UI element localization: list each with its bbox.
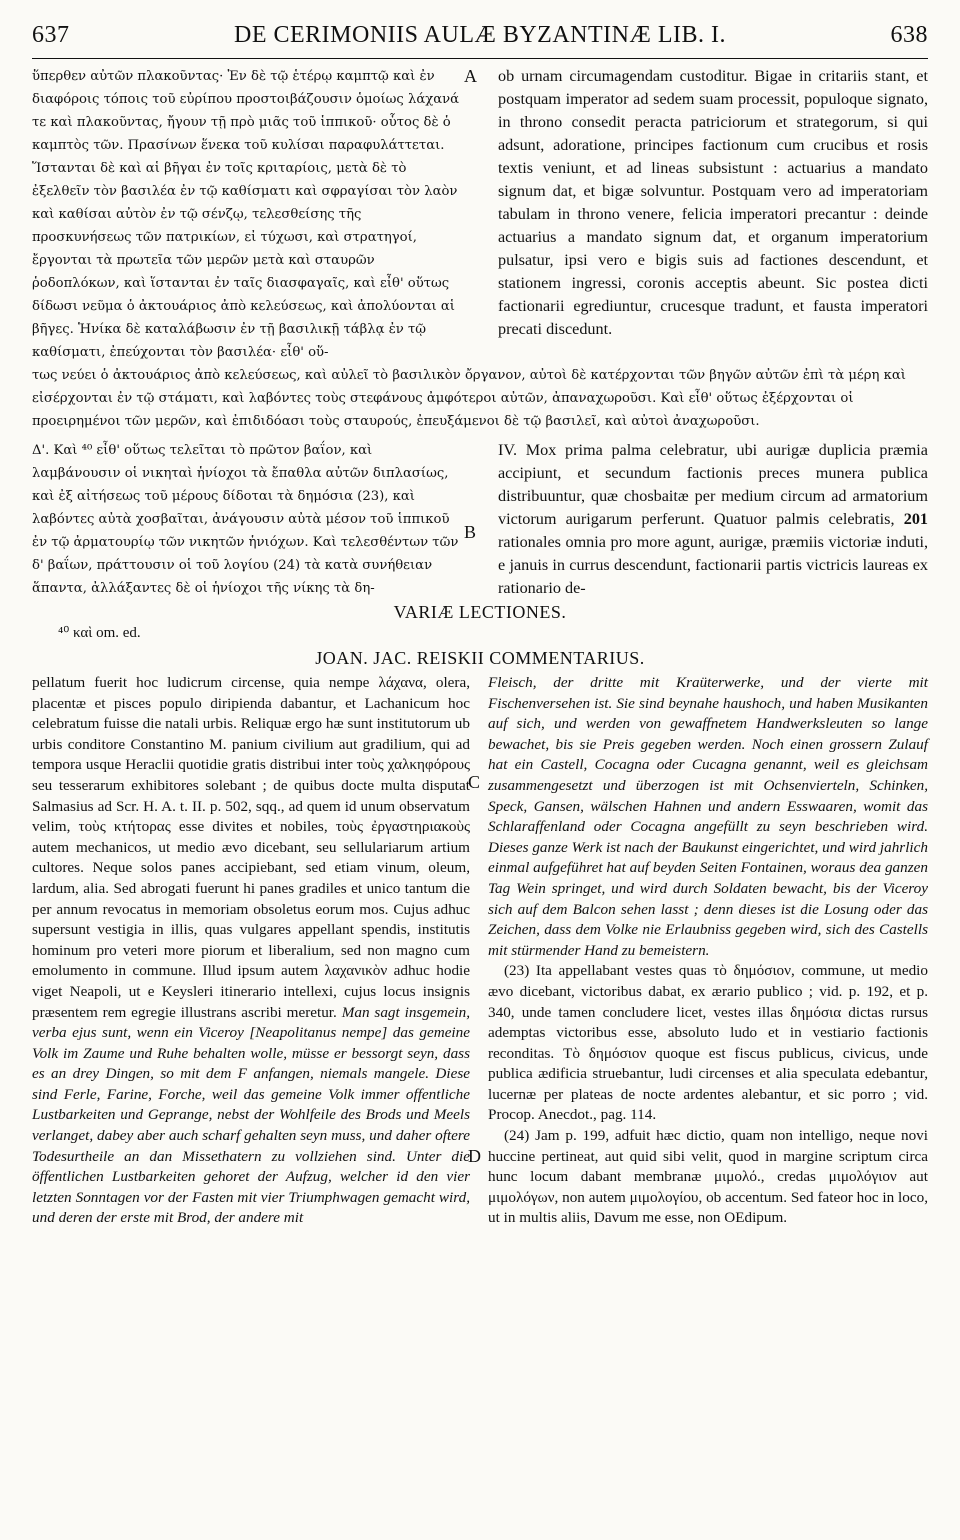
variant-note-40: ⁴⁰ καὶ om. ed. [58,625,141,641]
commentary-left-column [32,673,470,1229]
commentary-left-german-quote: Man sagt insgemein, verba ejus sunt, wenn ein Viceroy [Neapolitanus nempe] das gemeine Volk im Zaume und Ruhe behalten wolle, müsse er bessorgt seyn, dass es an drey Dingen, so mit dem F anfangen, niemals mangele. Diese sind Ferle, Farine, Forche, weil das gemeine Volk immer offentliche Lustbarkeiten und Geprange, nebst der Wohlfeile des Brods und Meels verlanget, dabey aber auch scharf gehalten seyn muss, und daher oftere Todesurtheile an dan Missethatern zu vollziehen sind. Unter die öffentlichen Lustbarkeiten gehoret der Aufzug, welcher id den vier letzten Sonntagen vor der Fasten mit vier Triumphwagen gemacht wird, und deren der erste mit Brod, der andere mit [32,1003,470,1227]
running-title: DE CERIMONIIS AULÆ BYZANTINÆ LIB. I. [234,22,726,48]
margin-letter-b: B [464,522,477,542]
margin-letter-c: C [468,772,481,792]
latin-section-four-part1: IV. Mox prima palma celebratur, ubi aurigæ duplicia præmia accipiunt, et secundum factionis preces munera publica distribuuntur, quæ chosbaitæ per medium circum ad armatorium victorum aurigarum perferunt. Quatuor palmis celebratis, [498,441,928,528]
margin-letter-d: D [468,1146,481,1166]
latin-section-four-part2: rationales omnia pro more agunt, aurigæ, præmiis victoriæ induti, e januis in currus descendunt, factionarii partis victricis laureas ex rationario de- [498,533,928,597]
greek-column-top: ὕπερθεν αὐτῶν πλακοῦντας· Ἐν δὲ τῷ ἑτέρῳ καμπτῷ καὶ ἐν διαφόροις τόποις τοῦ εὐρίπου προστοιβάζουσιν ὁμοίως λάχανά τε καὶ πλακοῦντας, ἤγουν τῇ πρὸ μιᾶς τοῦ ἱππικοῦ· οὗτος δὲ ὁ καμπτὸς τῶν. Πρασίνων ἕνεκα τοῦ κυλίσαι παραφυλάττεται. Ἵστανται δὲ καὶ αἱ βῆγαι ἐν τοῖς κριταρίοις, μετὰ δὲ τὸ ἐξελθεῖν τὸν βασιλέα ἐν τῷ καθίσματι καὶ σφραγίσαι τὸν λαὸν καὶ καθίσαι αὐτὸν ἐν τῷ σένζῳ, τελεσθείσης τῆς προσκυνήσεως τῶν πατρικίων, εἰ τύχωσι, καὶ στρατηγοί, ἔργονται τὰ πρωτεῖα τῶν μερῶν μετὰ καὶ σταυρῶν ῥοδοπλόκων, καὶ ἵστανται ἐν ταῖς διασφαγαῖς, καὶ εἶθ' οὕτως δίδωσι νεῦμα ὁ ἀκτουάριος ἀπὸ κελεύσεως, καὶ ἀπολύονται αἱ βῆγες. Ἡνίκα δὲ καταλάβωσιν ἐν τῇ βασιλικῇ τάβλᾳ ἐν τῷ καθίσματι, ἐπεύχονται τὸν βασιλέα· εἶθ' οὕ- [32,69,460,360]
variae-lectiones-heading: VARIÆ LECTIONES. [393,602,567,622]
commentary-right-german-quote: Fleisch, der dritte mit Kraüterwerke, und der vierte mit Fischenversehen ist. Sie sind beynahe haushoch, und haben Musikanten auf sich, und werden von gewaffnetem Handwerksleuten so lange bewachet, bis sie Preis gegeben werden. Noch einen grossern Zulauf hat ein Castell, Cocagna oder Cucagna genannt, weil es gleichsam zusammengesetzt und überzogen ist mit Ochsenvierteln, Schinken, Speck, Gansen, wälschen Hahnen und andern Esswaaren, womit das Schlaraffenland oder Cocagna angefüllt zu seyn beschrieben wird. Dieses ganze Werk ist nach der Baukunst eingerichtet, und wird jahrlich einmal aufgeführet hat auf beyden Seiten Fontainen, woraus dea ganzen Tag Wein springet, und wird durch Soldaten bewacht, bis der Viceroy sich auf dem Balcon sehen lasst ; denn dieses ist die Losung oder das Zeichen, dass dem Volke nie Erlaubniss gegeben wird, sich des Castells mit stürmender Hand zu bemeistern. [488,674,928,959]
latin-column-top: ob urnam circumagendam custoditur. Bigae in critariis stant, et postquam imperator ad sedem suam processit, populoque signato, in throno consedit peracta patriciorum et strategorum, si qui adsunt, adoratione, principes factionum cum crucibus et rosis textis veniunt, et ad lineas subsistunt : actuarius a mandato signum dat, et bigæ solvuntur. Postquam vero ad imperatoriam tabulam in throno venere, felicia imperatori precantur : deinde actuarius a mandato signum dat, et organum imperatorium pulsatur, ipsi vero e bigis suis ad factiones descendunt, et stationem ingressi, coronis acceptis abeunt. Sic postea dicti factionarii egrediuntur, crucesque tradunt, et fausta imperatori precati discedunt. [498,67,928,338]
commentary-right-column [488,673,928,1229]
running-header [32,22,928,58]
footnote-23: (23) Ita appellabant vestes quas τὸ δημόσιον, commune, ut medio ævo dicebant, victoribus dabat, ex ærario publico ; vid. p. 192, et p. 340, unde tamen concludere licet, vestes illas δημόσια dictas rursus ademptas victoribus esse, absoluto ludo et in vestiario factionis reconditas. Τὸ δημόσιον quoque est fiscus publicus, civicus, unde publica ædificia struebantur, ludi circenses et alia speculata edebantur, lucernæ per plateas de nocte ardentes alebantur, et sic porro ; vid. Procop. Anecdot., pag. 114. [488,962,928,1124]
page-number-right: 638 [890,22,928,48]
footnote-24: (24) Jam p. 199, adfuit hæc dictio, quam non intelligo, neque novi huccine pertineat, aut quid sibi velit, quod in margine scriptum circa hunc locum dabant membranæ μιμολό., credas μιμολόγιον aut μιμολόγων, non autem μιμολογίου, ob accentum. Sed fateor hoc in loco, ut in multis aliis, Davum me esse, non OEdipum. [488,1127,928,1227]
commentary-heading: JOAN. JAC. REISKII COMMENTARIUS. [315,648,645,668]
commentary-left-latin: pellatum fuerit hoc ludicrum circense, quia nempe λάχανα, olera, placentæ et pisces populo diripienda dabantur, et Lachanicum hoc celebratum fuisse die natali urbis. Reliquæ ergo hæ sunt institutorum ub urbis conditore Constantino M. panium civilium aut gradilium, qui ad tempora usque Heraclii quotidie gratis distribui inter τοὺς χαλκηφόρους seu tesserarum exhibitores solebant ; de quibus docte multa disputat Salmasius ad Scr. H. A. t. II. p. 502, sqq., ad quem id unum observatum velim, τοὺς κτήτορας esse divites et nobiles, τοὺς ἐργαστηριακοὺς autem mechanicos, ut medio ævo dicebant, seu sellulariarum artium cultores. Neque solos panes accipiebant, sed etiam vinum, oleum, lardum, alia. Sed abrogati fuerunt hi panes gradiles et unico tantum die per annum revocatus in memoriam obsoletus eorum mos. Cujus adhuc supersunt vestigia in illis, quas vulgares appellant spendis, institutis hominum pro veteri more piorum et liberalium, sed non magno cum emolumento in commune. Illud ipsum autem λαχανικὸν adhuc hodie viget Neapoli, ut e Keysleri itinerario intellexi, cujus locus insignis præsentem rem egregie illustrans ascribi meretur. [32,674,470,1021]
header-rule [32,58,928,59]
margin-letter-a: A [464,66,477,86]
full-width-greek: τως νεύει ὁ ἀκτουάριος ἀπὸ κελεύσεως, καὶ αὐλεῖ τὸ βασιλικὸν ὄργανον, αὐτοὶ δὲ κατέρχονται τῶν βηγῶν αὐτῶν ἐπὶ τὰ μέρη καὶ εἰσέρχονται ἐν τῷ στάματι, καὶ λαβόντες τοὺς στεφάνους ἀμφότεροι αὐτῶν, ἀπαναχωροῦσι. Καὶ εἶθ' οὕτως ἐξέρχονται οἱ προειρημένοι τῶν μερῶν, καὶ ἐπιδιδόασι τοὺς σταυρούς, ἐπευξάμενοι δὲ τῷ βασιλεῖ, καὶ αὐτοὶ ἀναχωροῦσι. [32,368,906,429]
margin-page-number: 201 [903,510,928,528]
page-number-left: 637 [32,22,70,48]
section-four [32,439,928,600]
top-section [32,65,928,364]
greek-column-section-four: Δ'. Καὶ ⁴⁰ εἶθ' οὕτως τελεῖται τὸ πρῶτον βαΐον, καὶ λαμβάνουσιν οἱ νικηταὶ ἡνίοχοι τὰ ἔπαθλα αὐτῶν διπλασίως, καὶ ἐξ αἰτήσεως τοῦ μέρους δίδοται τὰ δημόσια (23), καὶ λαβόντες αὐτὰ χοσβαῖται, ἀνάγουσιν αὐτὰ μέσον τοῦ ἱππικοῦ ἐν τῷ ἀρματουρίῳ τῶν νικητῶν ἡνιόχων. Καὶ τελεσθέντων τῶν δ' βαΐων, πράττουσιν οἱ τοῦ λογίου (24) τὰ κατὰ συνήθειαν ἅπαντα, ἀλλάξαντες δὲ οἱ ἡνίοχοι τῆς νίκης τὰ δη- [32,443,459,596]
latin-column-section-four [498,439,928,600]
